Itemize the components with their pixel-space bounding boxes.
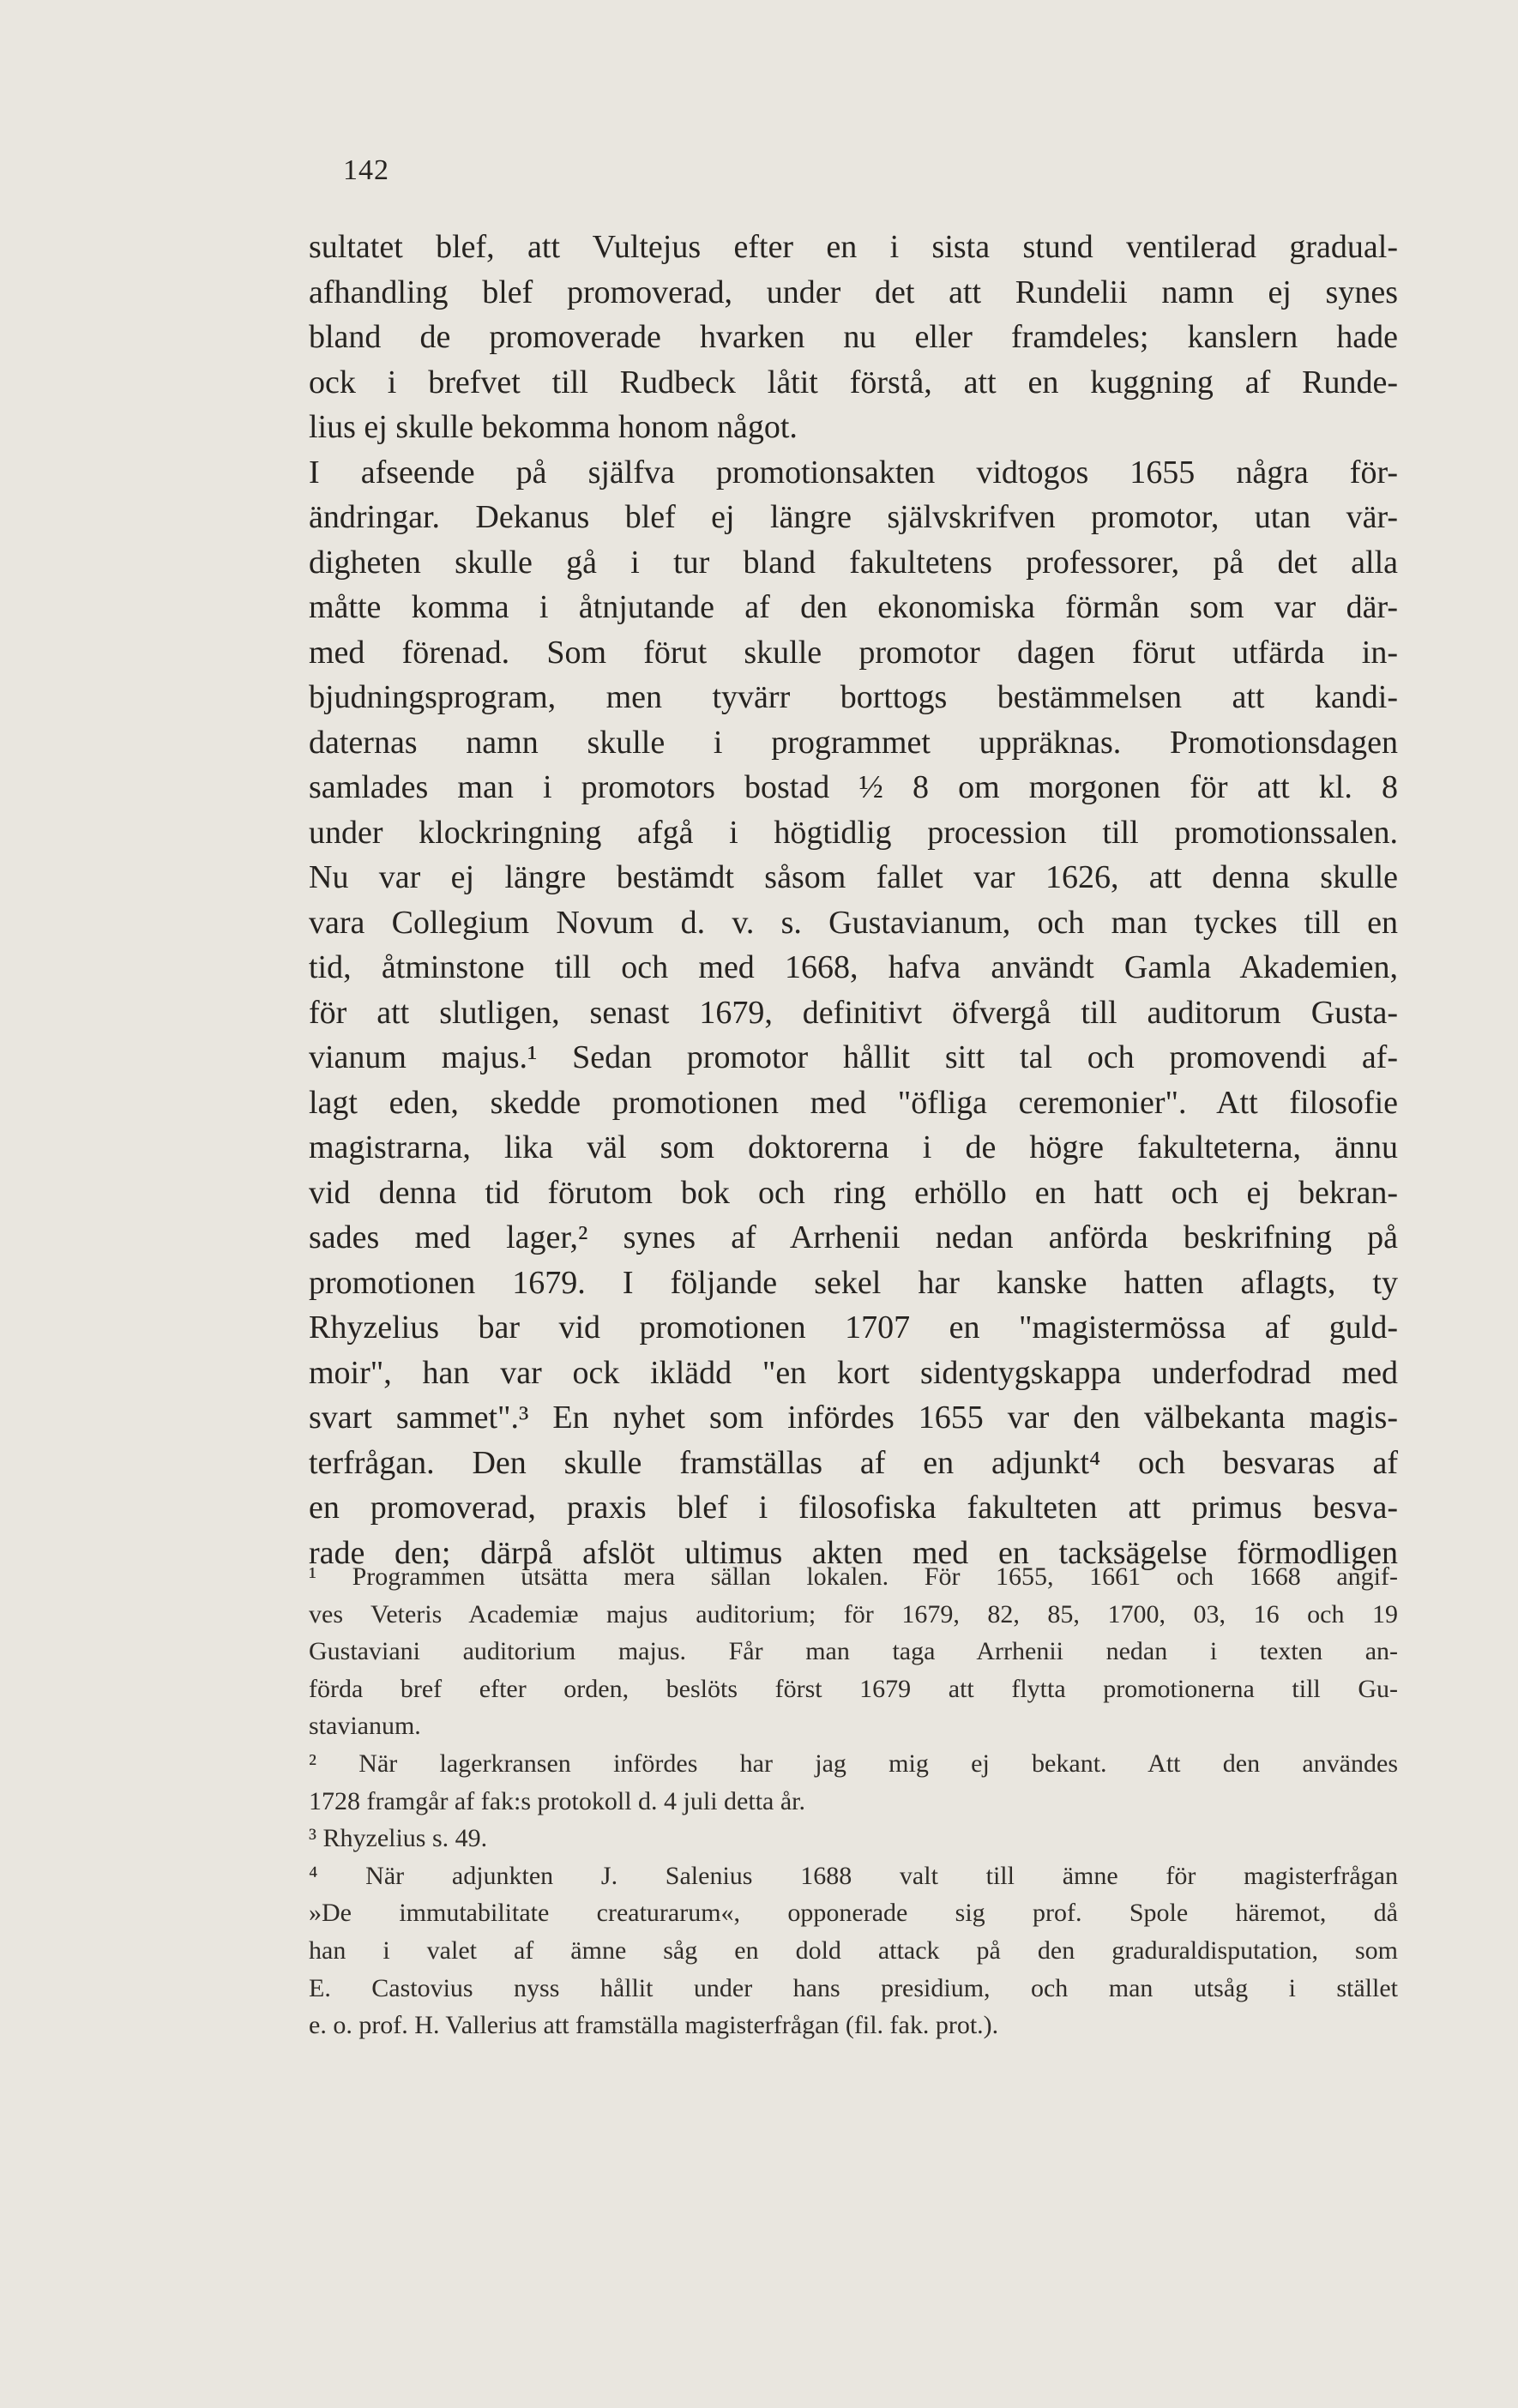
footnote-line: ves Veteris Academiæ majus auditorium; för 1679, 82, 85, 1700, 03, 16 och 19 bbox=[309, 1599, 1398, 1628]
footnote-line: 1728 framgår af fak:s protokoll d. 4 juli detta år. bbox=[309, 1786, 806, 1815]
footnote-line: ² När lagerkransen infördes har jag mig ej bekant. Att den användes bbox=[309, 1749, 1398, 1778]
text-line: under klockringning afgå i högtidlig procession till promotionssalen. bbox=[309, 814, 1398, 851]
footnote-line: ⁴ När adjunkten J. Salenius 1688 valt till ämne för magisterfrågan bbox=[309, 1861, 1398, 1890]
text-line: sultatet blef, att Vultejus efter en i sista stund ventilerad gradual- bbox=[309, 229, 1398, 265]
text-line: afhandling blef promoverad, under det att Rundelii namn ej synes bbox=[309, 274, 1398, 310]
text-line: ock i brefvet till Rudbeck låtit förstå, att en kuggning af Runde- bbox=[309, 364, 1398, 400]
text-line: ändringar. Dekanus blef ej längre självskrifven promotor, utan vär- bbox=[309, 499, 1398, 535]
text-line: en promoverad, praxis blef i filosofiska fakulteten att primus besva- bbox=[309, 1490, 1398, 1526]
text-line: daternas namn skulle i programmet uppräknas. Promotionsdagen bbox=[309, 724, 1398, 761]
footnote-line: ¹ Programmen utsätta mera sällan lokalen. För 1655, 1661 och 1668 angif- bbox=[309, 1562, 1398, 1591]
footnote-line: förda bref efter orden, beslöts först 1679 att flytta promotionerna till Gu- bbox=[309, 1674, 1398, 1703]
text-line: magistrarna, lika väl som doktorerna i de högre fakulteterna, ännu bbox=[309, 1129, 1398, 1165]
text-line: lius ej skulle bekomma honom något. bbox=[309, 409, 798, 445]
text-line: tid, åtminstone till och med 1668, hafva användt Gamla Akademien, bbox=[309, 949, 1398, 985]
text-line: svart sammet".³ En nyhet som infördes 1655 var den välbekanta magis- bbox=[309, 1400, 1398, 1436]
footnote-line: e. o. prof. H. Vallerius att framställa magisterfrågan (fil. fak. prot.). bbox=[309, 2011, 999, 2040]
footnote-line: stavianum. bbox=[309, 1712, 421, 1741]
text-line: vara Collegium Novum d. v. s. Gustavianum, och man tyckes till en bbox=[309, 904, 1398, 941]
page-number: 142 bbox=[343, 154, 389, 186]
text-line: terfrågan. Den skulle framställas af en adjunkt⁴ och besvaras af bbox=[309, 1444, 1398, 1481]
footnote-line: Gustaviani auditorium majus. Får man taga Arrhenii nedan i texten an- bbox=[309, 1637, 1398, 1666]
text-line: rade den; därpå afslöt ultimus akten med en tacksägelse förmodligen bbox=[309, 1534, 1398, 1571]
text-line: moir", han var ock iklädd "en kort sidentygskappa underfodrad med bbox=[309, 1354, 1398, 1391]
text-line: måtte komma i åtnjutande af den ekonomiska förmån som var där- bbox=[309, 589, 1398, 625]
text-line: vianum majus.¹ Sedan promotor hållit sitt tal och promovendi af- bbox=[309, 1039, 1398, 1075]
text-line: sades med lager,² synes af Arrhenii nedan anförda beskrifning på bbox=[309, 1219, 1398, 1255]
text-line: promotionen 1679. I följande sekel har kanske hatten aflagts, ty bbox=[309, 1264, 1398, 1301]
text-line: bland de promoverade hvarken nu eller framdeles; kanslern hade bbox=[309, 319, 1398, 355]
text-line: bjudningsprogram, men tyvärr borttogs bestämmelsen att kandi- bbox=[309, 679, 1398, 715]
footnote-line: han i valet af ämne såg en dold attack på den graduraldisputation, som bbox=[309, 1935, 1398, 1965]
text-line: vid denna tid förutom bok och ring erhöllo en hatt och ej bekran- bbox=[309, 1174, 1398, 1211]
footnote-line: E. Castovius nyss hållit under hans presidium, och man utsåg i stället bbox=[309, 1973, 1398, 2002]
text-line: lagt eden, skedde promotionen med "öfliga ceremonier". Att filosofie bbox=[309, 1084, 1398, 1121]
footnotes bbox=[309, 1558, 1398, 2044]
text-line: I afseende på själfva promotionsakten vidtogos 1655 några för- bbox=[309, 454, 1398, 491]
text-line: Nu var ej längre bestämdt såsom fallet var 1626, att denna skulle bbox=[309, 859, 1398, 895]
footnote-line: ³ Rhyzelius s. 49. bbox=[309, 1824, 488, 1853]
text-line: Rhyzelius bar vid promotionen 1707 en "magistermössa af guld- bbox=[309, 1309, 1398, 1345]
body-text bbox=[309, 225, 1398, 1575]
text-line: samlades man i promotors bostad ½ 8 om morgonen för att kl. 8 bbox=[309, 769, 1398, 805]
text-line: digheten skulle gå i tur bland fakultetens professorer, på det alla bbox=[309, 544, 1398, 581]
text-line: för att slutligen, senast 1679, definitivt öfvergå till auditorum Gusta- bbox=[309, 994, 1398, 1031]
text-line: med förenad. Som förut skulle promotor dagen förut utfärda in- bbox=[309, 634, 1398, 671]
footnote-line: »De immutabilitate creaturarum«, opponerade sig prof. Spole häremot, då bbox=[309, 1899, 1398, 1928]
